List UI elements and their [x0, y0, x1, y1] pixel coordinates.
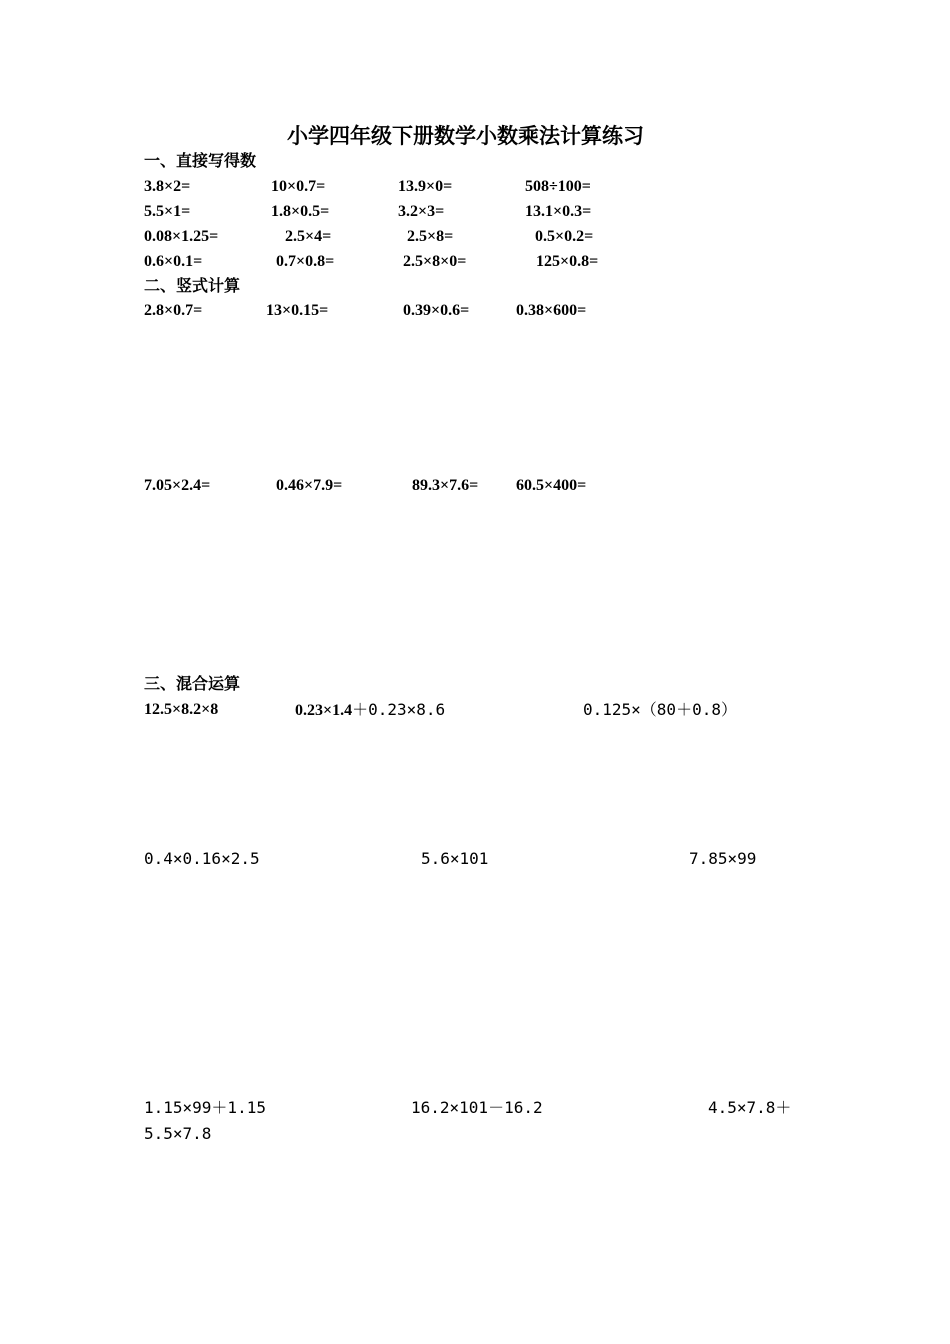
problem: 10×0.7= — [271, 178, 326, 195]
problem — [295, 702, 445, 719]
page-title: 小学四年级下册数学小数乘法计算练习 — [287, 124, 644, 148]
problem: 2.5×8×0= — [403, 253, 467, 270]
problem: 0.7×0.8= — [276, 253, 335, 270]
problem: 0.38×600= — [516, 302, 587, 319]
problem: 5.6×101 — [421, 849, 489, 868]
problem: 60.5×400= — [516, 477, 587, 494]
problem: 1.8×0.5= — [271, 203, 330, 220]
problem: 2.5×8= — [407, 228, 454, 245]
problem: 5.5×1= — [144, 203, 191, 220]
section-2-heading: 二、竖式计算 — [144, 276, 241, 295]
section-1-heading: 一、直接写得数 — [144, 151, 257, 170]
problem: 508÷100= — [525, 178, 591, 195]
problem: 2.8×0.7= — [144, 302, 203, 319]
problem: 2.5×4= — [285, 228, 332, 245]
problem: 3.8×2= — [144, 178, 191, 195]
problem: 7.05×2.4= — [144, 477, 211, 494]
problem: 16.2×101－16.2 — [411, 1098, 543, 1117]
problem: 0.5×0.2= — [535, 228, 594, 245]
problem: 12.5×8.2×8 — [144, 701, 219, 718]
problem-part: 0.23×1.4 — [295, 702, 353, 719]
problem: 13.1×0.3= — [525, 203, 592, 220]
section-3-heading: 三、混合运算 — [144, 674, 241, 693]
problem: 13×0.15= — [266, 302, 329, 319]
problem: 0.6×0.1= — [144, 253, 203, 270]
problem: 7.85×99 — [689, 849, 757, 868]
problem: 13.9×0= — [398, 178, 453, 195]
problem: 0.125×（80＋0.8） — [583, 700, 737, 719]
problem: 89.3×7.6= — [412, 477, 479, 494]
problem-part: ＋0.23×8.6 — [352, 700, 446, 719]
problem: 0.4×0.16×2.5 — [144, 849, 260, 868]
problem: 3.2×3= — [398, 203, 445, 220]
problem: 4.5×7.8＋ — [708, 1098, 792, 1117]
problem: 0.39×0.6= — [403, 302, 470, 319]
problem: 125×0.8= — [536, 253, 599, 270]
problem: 0.46×7.9= — [276, 477, 343, 494]
problem: 1.15×99＋1.15 — [144, 1098, 266, 1117]
problem: 0.08×1.25= — [144, 228, 219, 245]
problem: 5.5×7.8 — [144, 1124, 212, 1143]
